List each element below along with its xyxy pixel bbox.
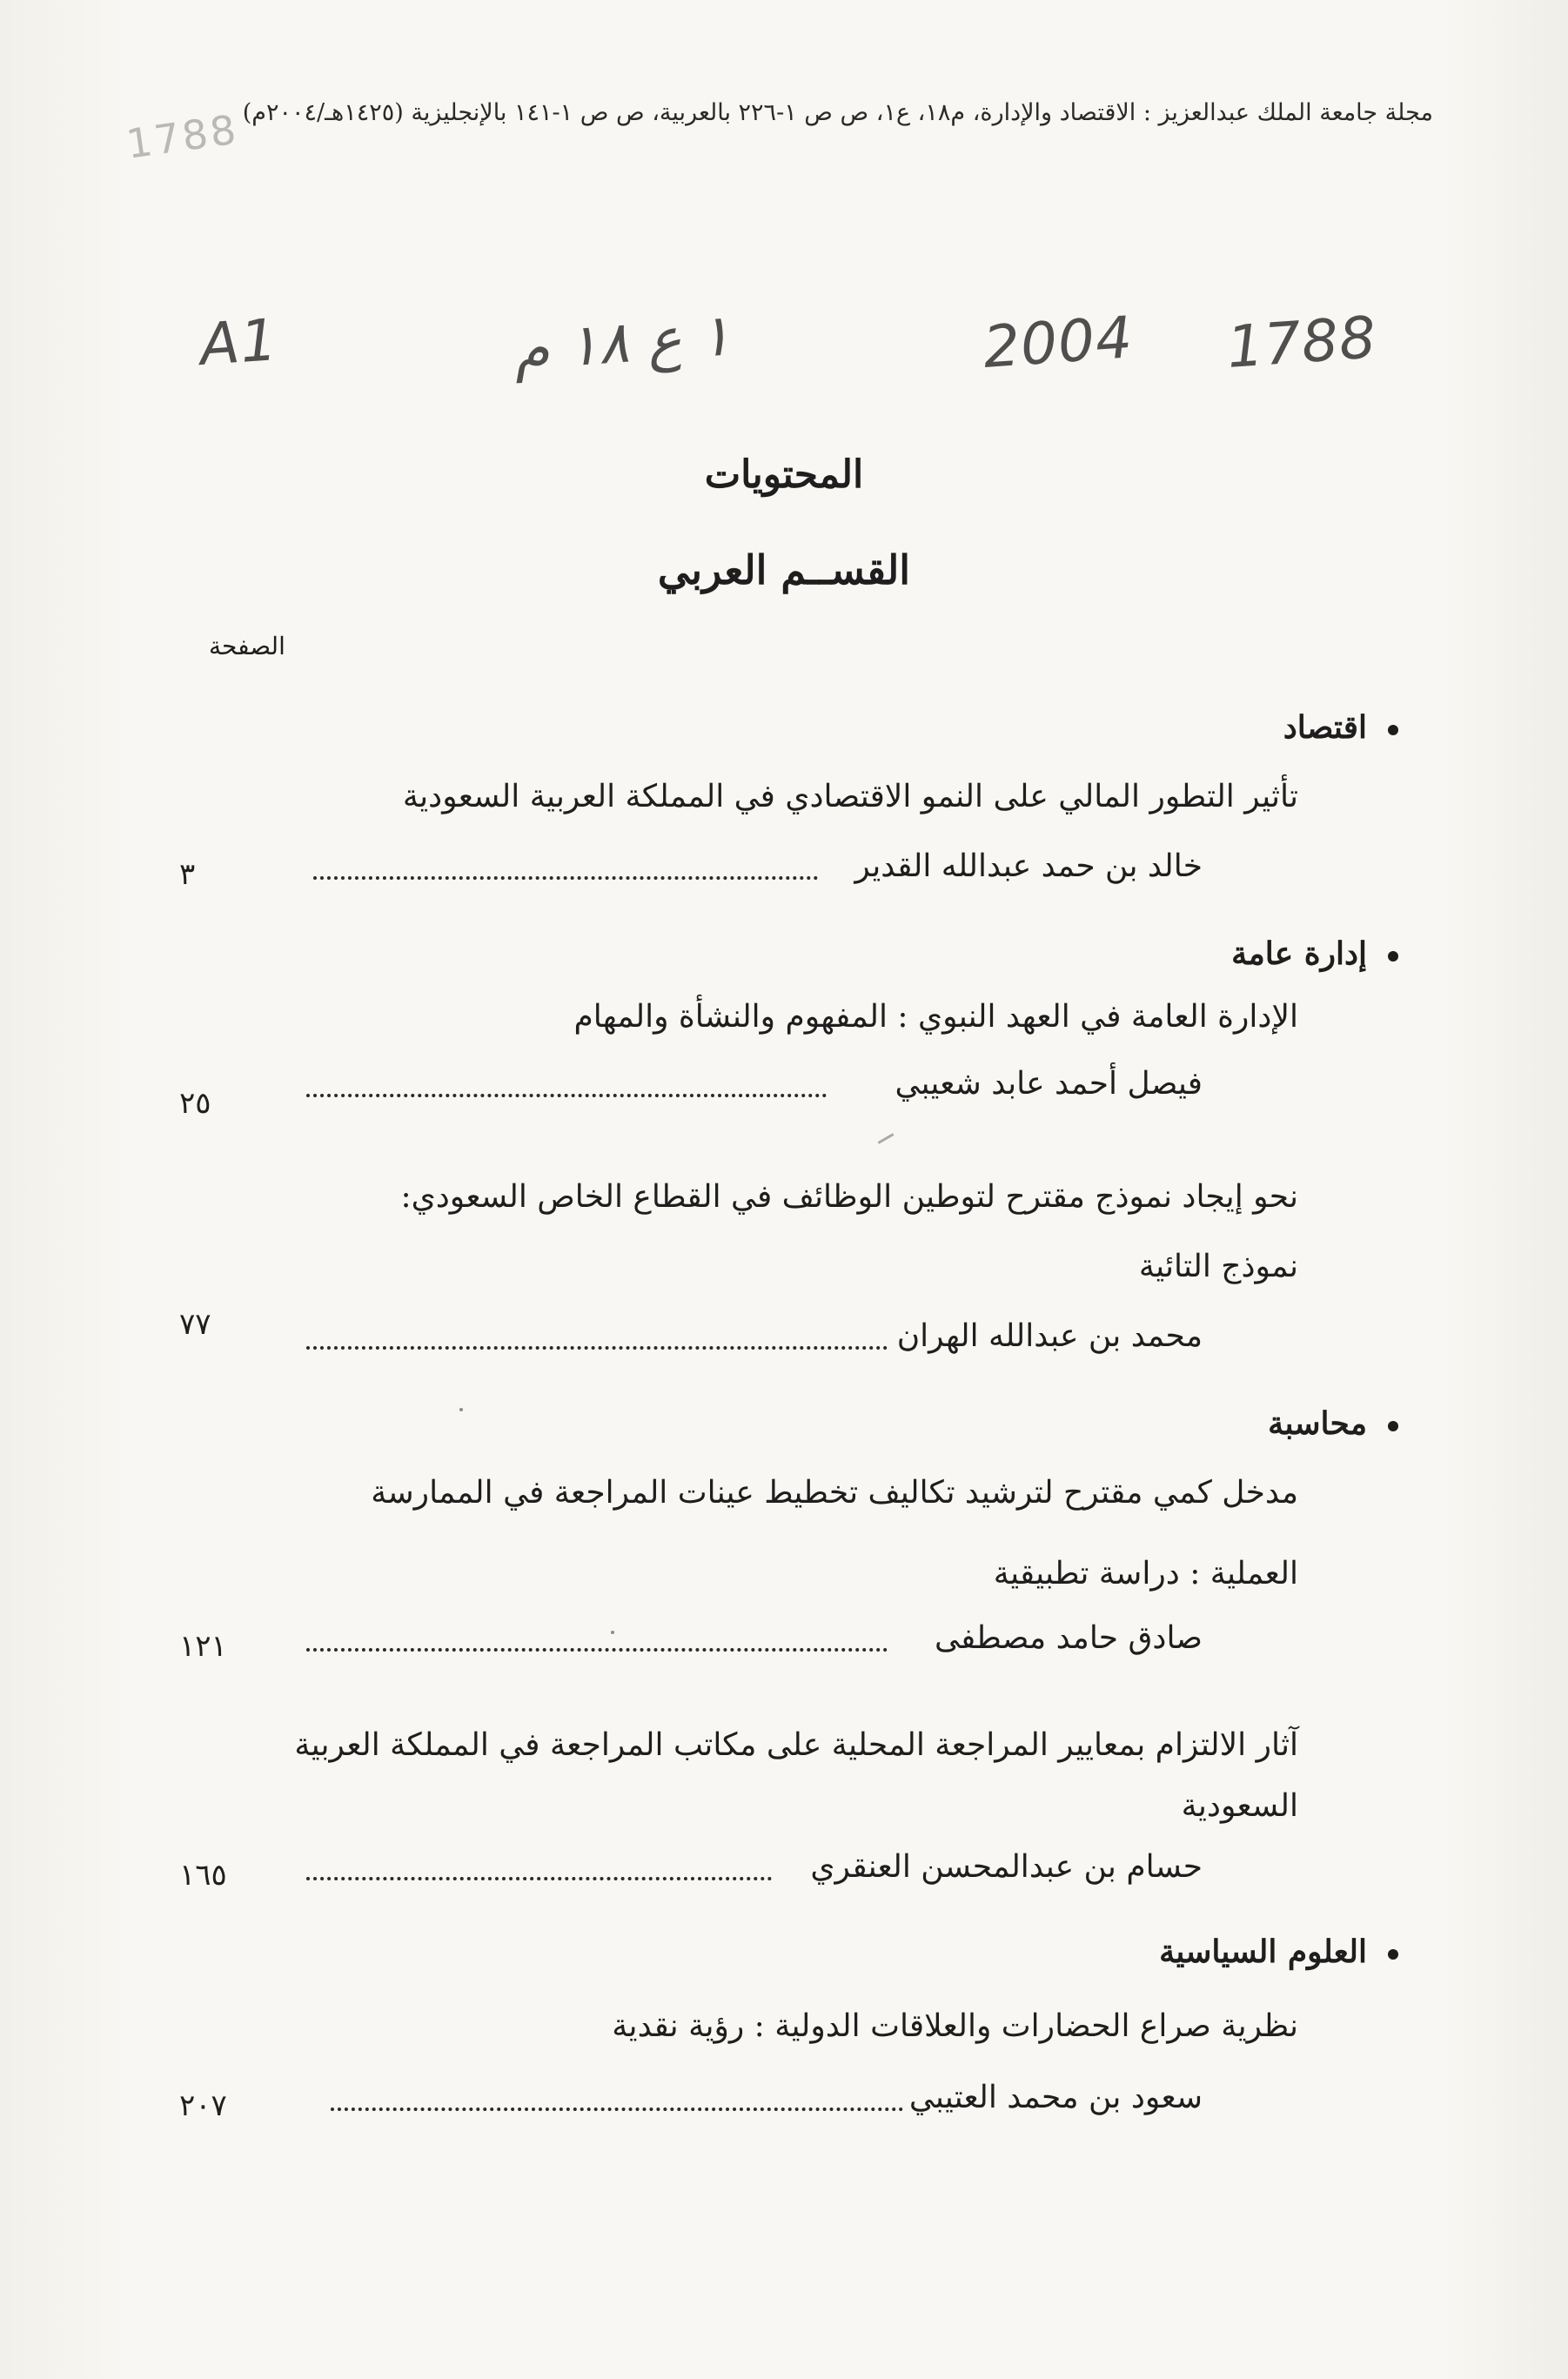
section-title: القســم العربي [657, 546, 911, 593]
page-title: المحتويات [704, 452, 864, 497]
toc-page-number: ٢٠٧ [179, 2088, 227, 2123]
bullet-icon [1388, 1421, 1398, 1431]
toc-section-heading: العلوم السياسية [1159, 1933, 1398, 1970]
toc-entry-title: نظرية صراع الحضارات والعلاقات الدولية : رؤية نقدية [612, 2008, 1298, 2044]
toc-page-number: ١٢١ [179, 1629, 227, 1664]
toc-entry-author: محمد بن عبدالله الهران [896, 1318, 1203, 1354]
toc-section-heading: محاسبة [1268, 1405, 1398, 1442]
toc-section-heading: إدارة عامة [1231, 935, 1398, 972]
toc-page-number: ١٦٥ [179, 1858, 227, 1893]
faint-handwritten-mark: 1788 [123, 105, 242, 168]
toc-entry-author: حسام بن عبدالمحسن العنقري [810, 1849, 1203, 1885]
toc-entry-author: خالد بن حمد عبدالله القدير [854, 848, 1203, 884]
toc-entry-title: نحو إيجاد نموذج مقترح لتوطين الوظائف في القطاع الخاص السعودي: [400, 1179, 1298, 1215]
toc-page-number: ٣ [179, 857, 196, 892]
toc-entry-title: آثار الالتزام بمعايير المراجعة المحلية على مكاتب المراجعة في المملكة العربية [294, 1727, 1298, 1763]
toc-entry-title-continued: نموذج التائية [1138, 1249, 1298, 1284]
dot-leader [331, 2108, 903, 2111]
toc-entry-title: مدخل كمي مقترح لترشيد تكاليف تخطيط عينات المراجعة في الممارسة [371, 1475, 1298, 1511]
handwritten-number: 1788 [1224, 304, 1379, 381]
toc-entry-author: صادق حامد مصطفى [934, 1620, 1203, 1656]
toc-page-number: ٧٧ [179, 1307, 211, 1342]
bullet-icon [1388, 951, 1398, 962]
dot-leader [306, 1346, 888, 1350]
paper-speck [611, 1631, 614, 1634]
dot-leader [306, 1648, 888, 1652]
toc-entry-author: سعود بن محمد العتيبي [908, 2080, 1203, 2115]
toc-page-number: ٢٥ [179, 1086, 211, 1121]
handwritten-volume-issue: ١ ع ١٨ م [511, 301, 733, 384]
dot-leader [306, 1877, 772, 1880]
toc-entry-author: فيصل أحمد عابد شعيبي [895, 1066, 1203, 1102]
toc-entry-title: تأثير التطور المالي على النمو الاقتصادي في المملكة العربية السعودية [402, 779, 1298, 814]
paper-speck [459, 1408, 463, 1411]
toc-entry-title-continued: العملية : دراسة تطبيقية [993, 1556, 1298, 1592]
toc-entry-title-continued: السعودية [1181, 1788, 1298, 1824]
bullet-icon [1388, 725, 1398, 735]
journal-header: مجلة جامعة الملك عبدالعزيز : الاقتصاد والإدارة، م١٨، ع١، ص ص ١-٢٢٦ بالعربية، ص ص ١-١٤١ بالإنجليزية (١٤٢٥هـ/٢٠٠٤م) [242, 99, 1433, 126]
bullet-icon [1388, 1949, 1398, 1960]
page-column-label: الصفحة [209, 632, 285, 660]
dot-leader [306, 1094, 827, 1097]
dot-leader [313, 876, 818, 880]
toc-entry-title: الإدارة العامة في العهد النبوي : المفهوم والنشأة والمهام [573, 999, 1298, 1035]
handwritten-code: A1 [198, 305, 280, 379]
handwritten-year: 2004 [981, 304, 1136, 381]
toc-section-heading: اقتصاد [1283, 709, 1398, 746]
